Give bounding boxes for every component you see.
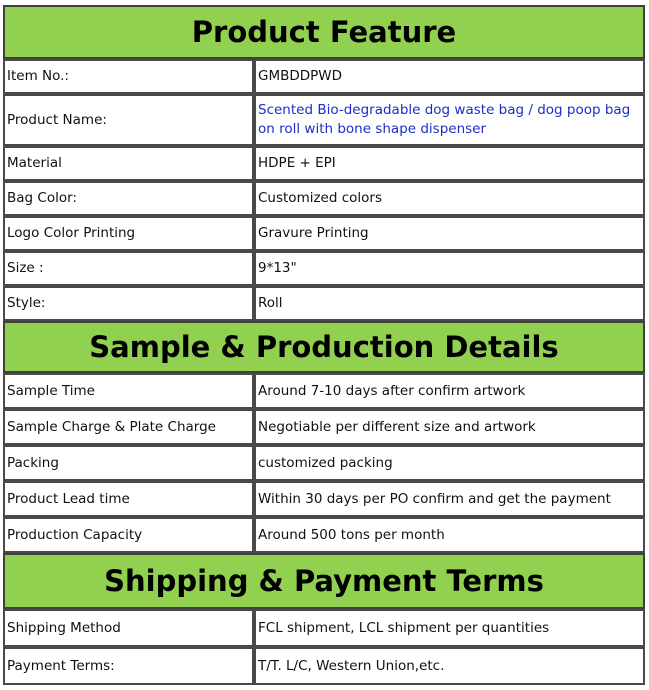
section-title: Product Feature <box>191 15 457 49</box>
row-value: Within 30 days per PO confirm and get the payment <box>254 481 645 517</box>
table-row <box>3 216 645 251</box>
row-value: Roll <box>254 286 645 321</box>
table-row <box>3 609 645 647</box>
row-label: Logo Color Printing <box>3 216 254 251</box>
row-label: Item No.: <box>3 59 254 94</box>
row-label: Packing <box>3 445 254 481</box>
row-value: customized packing <box>254 445 645 481</box>
table-row <box>3 373 645 409</box>
row-value: Customized colors <box>254 181 645 216</box>
row-label: Bag Color: <box>3 181 254 216</box>
row-label: Sample Time <box>3 373 254 409</box>
table-row <box>3 481 645 517</box>
section-header-shipping-payment <box>3 553 645 609</box>
row-value: Negotiable per different size and artwork <box>254 409 645 445</box>
row-value: 9*13" <box>254 251 645 286</box>
row-label: Sample Charge & Plate Charge <box>3 409 254 445</box>
row-value: FCL shipment, LCL shipment per quantities <box>254 609 645 647</box>
row-value: Around 500 tons per month <box>254 517 645 553</box>
table-row <box>3 94 645 146</box>
table-row <box>3 286 645 321</box>
table-row <box>3 409 645 445</box>
row-label: Style: <box>3 286 254 321</box>
table-row <box>3 517 645 553</box>
row-label: Production Capacity <box>3 517 254 553</box>
row-label: Shipping Method <box>3 609 254 647</box>
row-label: Material <box>3 146 254 181</box>
row-label: Product Lead time <box>3 481 254 517</box>
row-value: Around 7-10 days after confirm artwork <box>254 373 645 409</box>
table-row <box>3 146 645 181</box>
row-value: Scented Bio-degradable dog waste bag / dog poop bag on roll with bone shape dispenser <box>254 94 645 146</box>
row-label: Product Name: <box>3 94 254 146</box>
section-title: Sample & Production Details <box>89 330 559 364</box>
row-value: GMBDDPWD <box>254 59 645 94</box>
row-value: Gravure Printing <box>254 216 645 251</box>
section-title: Shipping & Payment Terms <box>104 564 544 598</box>
table-row <box>3 59 645 94</box>
table-row <box>3 181 645 216</box>
row-value: HDPE + EPI <box>254 146 645 181</box>
table-row <box>3 445 645 481</box>
row-label: Size : <box>3 251 254 286</box>
table-row <box>3 647 645 685</box>
row-label: Payment Terms: <box>3 647 254 685</box>
table-row <box>3 251 645 286</box>
section-header-sample-production <box>3 321 645 373</box>
row-value: T/T. L/C, Western Union,etc. <box>254 647 645 685</box>
section-header-product-feature <box>3 5 645 59</box>
